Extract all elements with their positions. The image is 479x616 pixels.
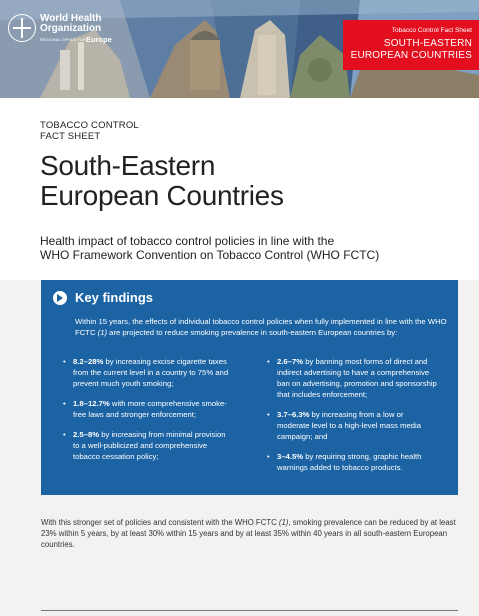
intro-reference-link[interactable]: (1): [97, 328, 108, 337]
key-findings-intro: [75, 316, 449, 338]
footer-divider: [41, 610, 458, 611]
finding-item: [63, 429, 233, 462]
finding-item: [63, 398, 233, 420]
finding-text: by increasing from a low or moderate level to a high-level mass media campaign; and: [277, 410, 421, 441]
fact-sheet-badge: [343, 20, 479, 70]
conclusion-text-a: With this stronger set of policies and consistent with the WHO FCTC: [41, 518, 279, 527]
conclusion-reference-link[interactable]: (1): [278, 518, 289, 527]
finding-text: by banning most forms of direct and indirect advertising to have a comprehensive ban on advertising, promotion and sponsorship that includes enforcement;: [277, 357, 437, 399]
finding-item: [267, 356, 437, 400]
finding-text: with more comprehensive smoke-free laws and stronger enforcement;: [73, 399, 227, 419]
who-logo[interactable]: [8, 12, 118, 54]
key-findings-box: [41, 280, 458, 495]
key-findings-title: Key findings: [75, 290, 154, 305]
who-region-prefix: REGIONAL OFFICE FOR: [40, 37, 86, 42]
intro-text-b: are projected to reduce smoking prevalence in south-eastern European countries by:: [107, 328, 398, 337]
page-subtitle: [40, 234, 440, 262]
findings-right-column: [267, 356, 437, 482]
bullet-icon: •: [63, 430, 66, 439]
bullet-icon: •: [267, 452, 270, 461]
subtitle-line2: WHO Framework Convention on Tobacco Control (WHO FCTC): [40, 248, 380, 262]
bullet-icon: •: [267, 357, 270, 366]
org-name-line1: World Health: [40, 13, 102, 24]
doc-kicker: [40, 120, 139, 142]
header-photo-collage: [0, 0, 479, 98]
finding-value: 2.5–8%: [73, 430, 100, 439]
kicker-line2: FACT SHEET: [40, 131, 101, 142]
findings-left-column: [63, 356, 233, 471]
who-emblem-icon: [8, 14, 36, 42]
who-region-name: Europe: [86, 35, 112, 44]
bullet-icon: •: [63, 399, 66, 408]
finding-text: by increasing from minimal provision to a well-publicized and comprehensive tobacco cessation policy;: [73, 430, 226, 461]
finding-value: 3.7–6.3%: [277, 410, 310, 419]
finding-value: 1.8–12.7%: [73, 399, 110, 408]
who-org-name: [40, 14, 101, 34]
finding-text: by requiring strong, graphic health warnings added to tobacco products.: [277, 452, 422, 472]
finding-item: [267, 451, 437, 473]
finding-item: [267, 409, 437, 442]
title-line1: South-Eastern: [40, 150, 216, 181]
page-title: [40, 151, 284, 211]
finding-value: 8.2–28%: [73, 357, 104, 366]
org-name-line2: Organization: [40, 23, 102, 34]
subtitle-line1: Health impact of tobacco control policies in line with the: [40, 234, 335, 248]
finding-value: 2.6–7%: [277, 357, 304, 366]
conclusion-text-b: , smoking prevalence can be reduced by at least 23% within 5 years, by at least 30% within 15 years and by at least 35% within 40 years in all south-eastern European countries.: [41, 518, 456, 549]
badge-series-label: Tobacco Control Fact Sheet: [391, 27, 472, 34]
bullet-icon: •: [267, 410, 270, 419]
badge-title-line1: SOUTH-EASTERN: [383, 38, 472, 49]
conclusion-paragraph: [41, 517, 461, 550]
badge-title-line2: EUROPEAN COUNTRIES: [350, 50, 472, 61]
bullet-icon: •: [63, 357, 66, 366]
title-line2: European Countries: [40, 180, 284, 211]
intro-text-a: Within 15 years, the effects of individual tobacco control policies when fully implemented in line with the WHO FCTC: [75, 317, 447, 337]
finding-item: [63, 356, 233, 389]
kicker-line1: TOBACCO CONTROL: [40, 120, 139, 131]
finding-text: by increasing excise cigarette taxes from the current level in a country to 75% and prevent much youth smoking;: [73, 357, 229, 388]
arrow-right-icon: [53, 291, 67, 305]
finding-value: 3–4.5%: [277, 452, 304, 461]
